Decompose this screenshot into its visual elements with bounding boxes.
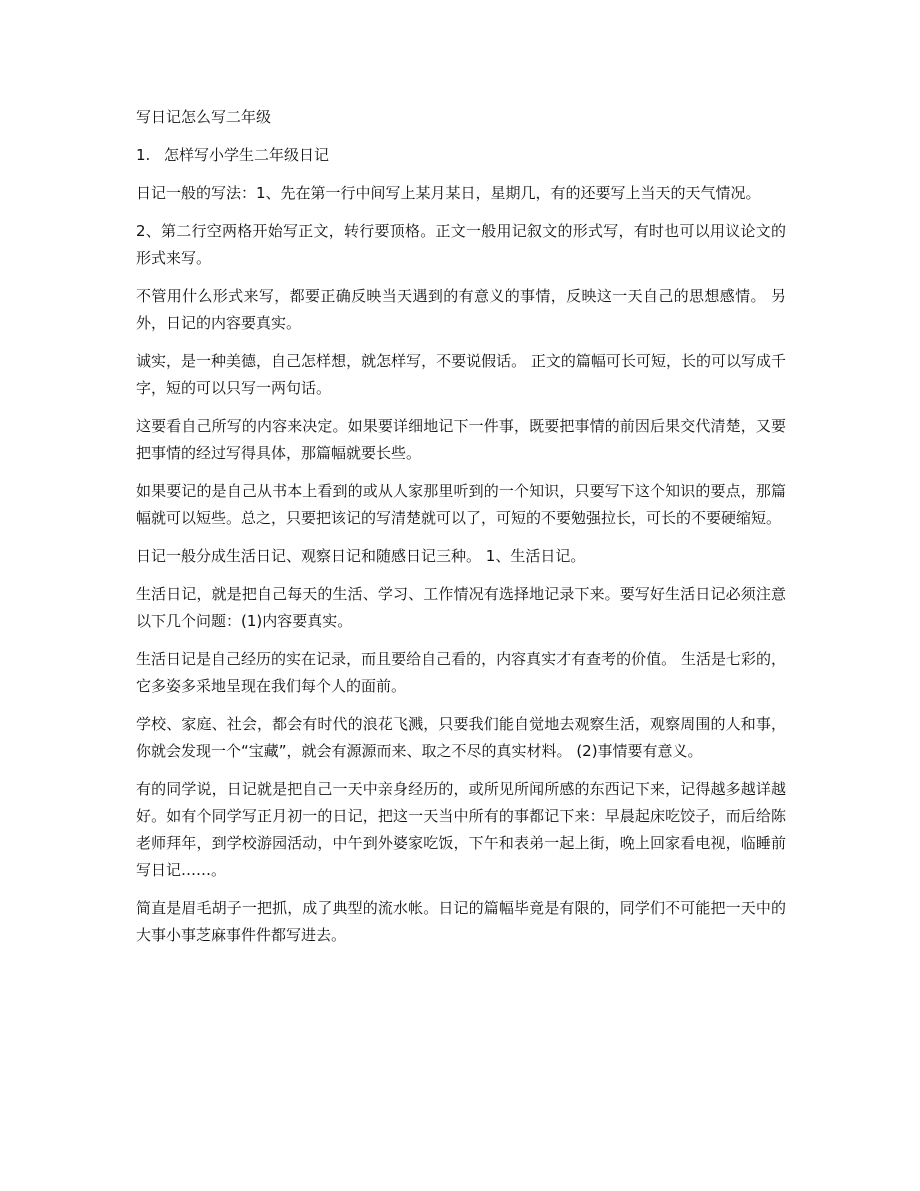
document-body (136, 104, 786, 960)
paragraph-11: 有的同学说，日记就是把自己一天中亲身经历的，或所见所闻所感的东西记下来，记得越多越详越好。如有个同学写正月初一的日记，把这一天当中所有的事都记下来：早晨起床吃饺子，而后给陈老师拜年，到学校游园活动，中午到外婆家吃饭，下午和表弟一起上街，晚上回家看电视，临睡前写日记……。 (136, 780, 786, 879)
paragraph-4: 诚实，是一种美德，自己怎样想，就怎样写，不要说假话。 正文的篇幅可长可短，长的可以写成千字，短的可以只写一两句话。 (136, 352, 786, 397)
paragraph-5: 这要看自己所写的内容来决定。如果要详细地记下一件事，既要把事情的前因后果交代清楚，又要把事情的经过写得具体，那篇幅就要长些。 (136, 417, 786, 462)
paragraph-6: 如果要记的是自己从书本上看到的或从人家那里听到的一个知识，只要写下这个知识的要点，那篇幅就可以短些。总之，只要把该记的写清楚就可以了，可短的不要勉强拉长，可长的不要硬缩短。 (136, 482, 786, 527)
paragraph-2: 2、第二行空两格开始写正文，转行要顶格。正文一般用记叙文的形式写，有时也可以用议论文的形式来写。 (136, 222, 786, 267)
section-number: 1. (136, 146, 151, 164)
document-title: 写日记怎么写二年级 (136, 108, 272, 126)
paragraph-9: 生活日记是自己经历的实在记录，而且要给自己看的，内容真实才有查考的价值。 生活是七彩的，它多姿多采地呈现在我们每个人的面前。 (136, 650, 786, 695)
paragraph-1: 日记一般的写法：1、先在第一行中间写上某月某日，星期几，有的还要写上当天的天气情况。 (136, 184, 761, 202)
section-title: 怎样写小学生二年级日记 (164, 146, 330, 164)
paragraph-8: 生活日记，就是把自己每天的生活、学习、工作情况有选择地记录下来。要写好生活日记必须注意以下几个问题：(1)内容要真实。 (136, 585, 786, 630)
paragraph-3: 不管用什么形式来写，都要正确反映当天遇到的有意义的事情，反映这一天自己的思想感情。 另外，日记的内容要真实。 (136, 287, 786, 332)
paragraph-10: 学校、家庭、社会，都会有时代的浪花飞溅，只要我们能自觉地去观察生活，观察周围的人和事，你就会发现一个“宝藏”，就会有源源而来、取之不尽的真实材料。 (2)事情要有意义。 (136, 715, 786, 760)
paragraph-12: 简直是眉毛胡子一把抓，成了典型的流水帐。日记的篇幅毕竟是有限的，同学们不可能把一天中的大事小事芝麻事件件都写进去。 (136, 899, 786, 944)
paragraph-7: 日记一般分成生活日记、观察日记和随感日记三种。 1、生活日记。 (136, 547, 586, 565)
section-heading (136, 142, 786, 169)
